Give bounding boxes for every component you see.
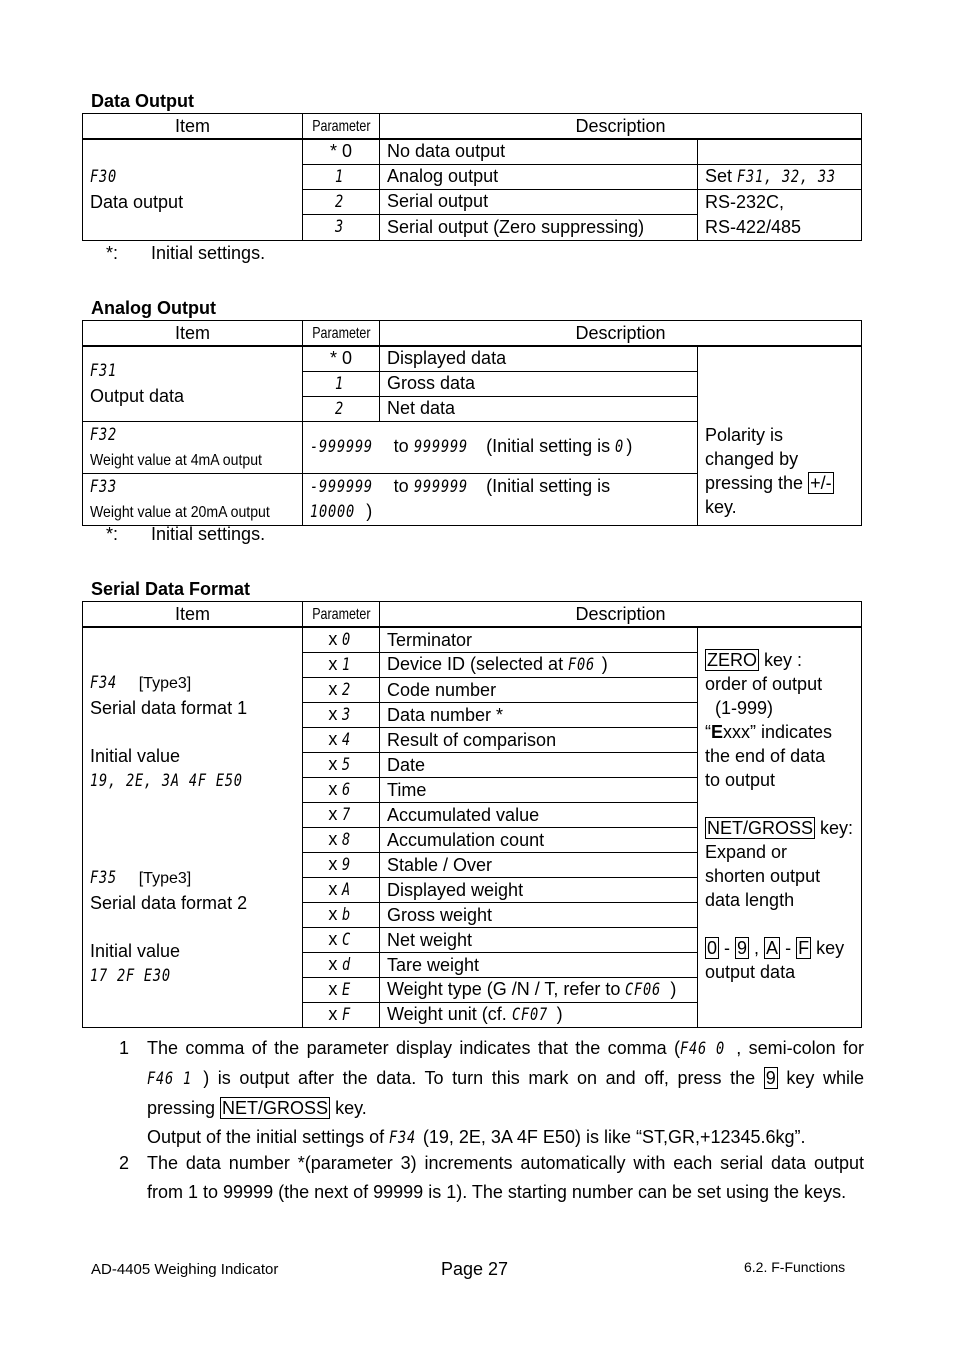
param-desc: Weight unit (cf. CF07 ) [380, 1003, 698, 1028]
param-desc: Time [380, 778, 698, 803]
section-heading-analog-output: Analog Output [91, 298, 216, 318]
zero-key: ZERO [707, 650, 758, 670]
item-name: Data output [90, 192, 184, 213]
param-value: x 8 [303, 828, 380, 853]
col-param: Parameter [311, 325, 371, 342]
net-gross-key: NET/GROSS [222, 1098, 329, 1118]
param-value: x 2 [303, 678, 380, 703]
param-value: 3 [335, 217, 345, 238]
item-cell-f34-f35: F34 [Type3] Serial data format 1 Initial value 19, 2E, 3A 4F E50 F35 [Type3] Serial data format 2 Initial value 17 2F E30 [83, 627, 303, 1028]
param-value: x F [303, 1003, 380, 1028]
serial-key-notes: ZERO key : order of output (1-999) “Exxx” indicates the end of data to output NET/GROSS key: Expand or shorten output data length 0 - 9 , A - F key output data [698, 627, 862, 1028]
set-note: Set F31, 32, 33 [698, 164, 862, 189]
param-desc: Tare weight [380, 953, 698, 978]
col-param: Parameter [311, 606, 371, 623]
item-code: F30 [90, 167, 117, 188]
analog-output-table [82, 320, 862, 526]
footer-right: 6.2. F-Functions [744, 1259, 846, 1275]
f32-range: -999999 to 999999 (Initial setting is 0 ) [303, 421, 698, 473]
param-value: x 3 [303, 703, 380, 728]
param-value: x 9 [303, 853, 380, 878]
footnote-1: 1 The comma of the parameter display indicates that the comma (F46 0 , semi-colon for F46 1 ) is output after the data. To turn this mark on and off, press the 9 key while pressing NET/GROSS key. Output of the initial settings of F34 (19, 2E, 3A 4F E50) is like “ST,GR,+12345.6kg”. [119, 1038, 865, 1148]
param-value: x 5 [303, 753, 380, 778]
item-cell-f32: F32 Weight value at 4mA output [83, 421, 303, 473]
serial-format-table [82, 601, 862, 1028]
param-value: x 0 [303, 627, 380, 653]
param-value: 2 [335, 191, 345, 212]
page-number: Page 27 [441, 1259, 509, 1279]
footer-left: AD-4405 Weighing Indicator [91, 1261, 279, 1278]
footnote-2: 2 The data number *(parameter 3) increments automatically with each serial data output from 1 to 99999 (the next of 99999 is 1). The starting number can be set using the keys. [119, 1153, 864, 1202]
col-desc: Description [380, 114, 862, 140]
param-desc: Serial output (Zero suppressing) [380, 215, 698, 241]
param-desc: Gross weight [380, 903, 698, 928]
plus-minus-key: +/- [810, 473, 832, 493]
param-desc: No data output [380, 139, 698, 164]
param-value: x 6 [303, 778, 380, 803]
param-desc: Displayed weight [380, 878, 698, 903]
col-item: Item [83, 321, 303, 347]
param-value: x 1 [303, 653, 380, 678]
col-item: Item [83, 114, 303, 140]
initial-settings-note: *: Initial settings. [106, 243, 266, 263]
param-desc: Date [380, 753, 698, 778]
param-value: x d [303, 953, 380, 978]
param-desc: Serial output [380, 189, 698, 215]
param-desc: Weight type (G /N / T, refer to CF06 ) [380, 978, 698, 1003]
data-output-table [82, 113, 862, 241]
key-f: F [798, 938, 810, 958]
key-a: A [766, 938, 779, 958]
param-value: x b [303, 903, 380, 928]
param-desc: Gross data [380, 371, 698, 396]
param-value: x A [303, 878, 380, 903]
param-desc: Net weight [380, 928, 698, 953]
param-desc: Data number * [380, 703, 698, 728]
param-desc: Device ID (selected at F06 ) [380, 653, 698, 678]
item-cell-f31: F31 Output data [83, 346, 303, 421]
param-value: x 7 [303, 803, 380, 828]
polarity-note: Polarity is changed by pressing the +/- key. [698, 421, 862, 525]
param-desc: Code number [380, 678, 698, 703]
param-desc: Net data [380, 396, 698, 421]
param-value: 2 [335, 398, 345, 419]
param-value: 1 [335, 373, 345, 394]
f33-range: -999999 to 999999 (Initial setting is 10000 ) [303, 473, 698, 525]
item-cell-f33: F33 Weight value at 20mA output [83, 473, 303, 525]
param-desc: Stable / Over [380, 853, 698, 878]
param-desc: Terminator [380, 627, 698, 653]
param-value: 1 [335, 166, 345, 187]
param-value: x C [303, 928, 380, 953]
item-cell-f30 [83, 139, 303, 240]
section-heading-serial-format: Serial Data Format [91, 579, 251, 599]
key-0: 0 [707, 938, 718, 958]
rs-note: RS-232C, RS-422/485 [698, 189, 862, 240]
param-desc: Displayed data [380, 346, 698, 371]
col-item: Item [83, 602, 303, 628]
section-heading-data-output: Data Output [91, 91, 194, 111]
param-desc: Accumulated value [380, 803, 698, 828]
initial-settings-note: *: Initial settings. [106, 524, 266, 544]
param-value: x E [303, 978, 380, 1003]
param-desc: Analog output [380, 164, 698, 189]
param-desc: Result of comparison [380, 728, 698, 753]
param-desc: Accumulation count [380, 828, 698, 853]
param-value: * 0 [329, 348, 353, 369]
net-gross-key: NET/GROSS [707, 818, 814, 838]
param-value: x 4 [303, 728, 380, 753]
key-9: 9 [765, 1068, 776, 1088]
key-9: 9 [737, 938, 748, 958]
col-desc: Description [380, 602, 862, 628]
col-desc: Description [380, 321, 862, 347]
col-param: Parameter [311, 118, 371, 135]
param-value: * 0 [329, 141, 353, 162]
